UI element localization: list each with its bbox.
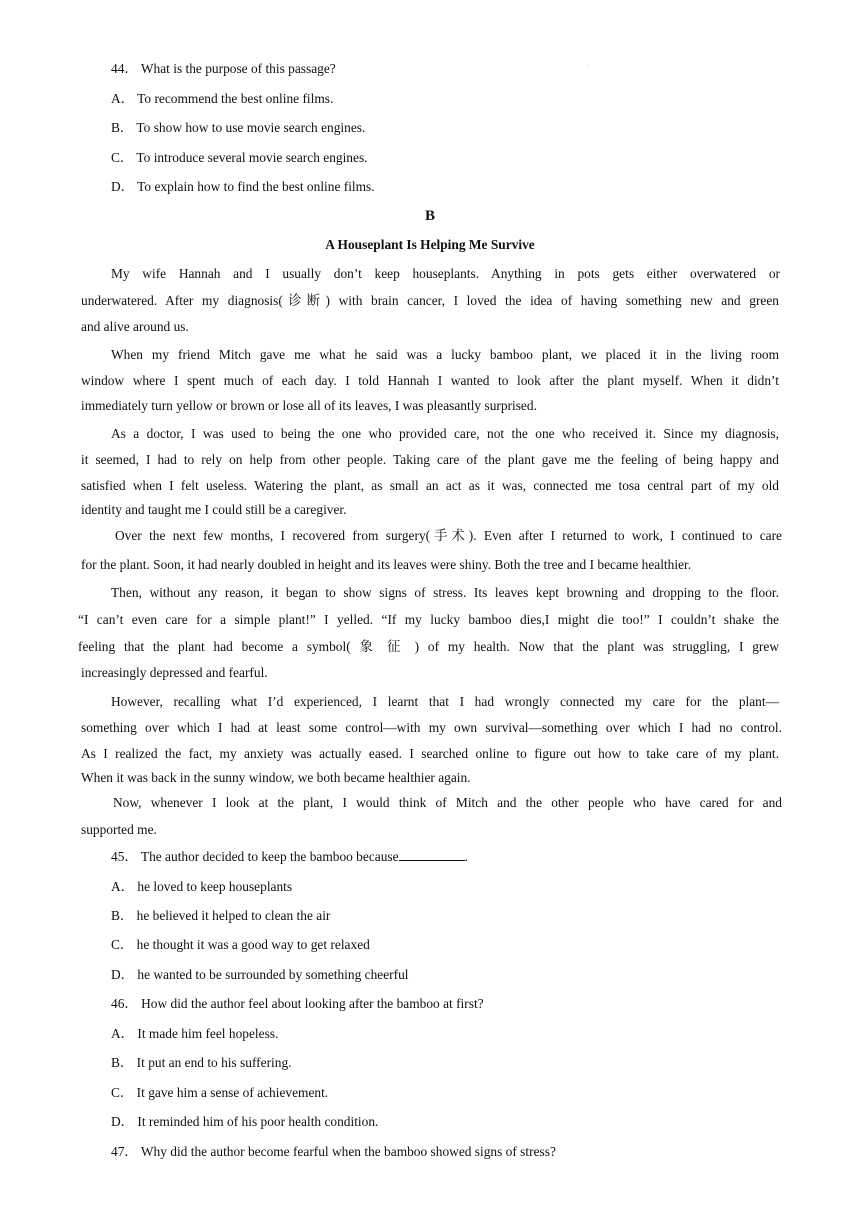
passage-line: Then, without any reason, it began to show signs of stress. Its leaves kept browning and dropping to the floor. — [111, 585, 779, 600]
question-46-option-a: A． It made him feel hopeless. — [111, 1026, 279, 1041]
passage-line: However, recalling what I’d experienced, I learnt that I had wrongly connected my care for the plant— — [111, 694, 779, 709]
passage-line: underwatered. After my diagnosis(诊断) with brain cancer, I loved the idea of having something new and green — [81, 293, 779, 308]
passage-line: When it was back in the sunny window, we both became healthier again. — [81, 770, 471, 785]
question-45-option-d: D． he wanted to be surrounded by something cheerful — [111, 967, 409, 982]
passage-line: As a doctor, I was used to being the one who provided care, not the one who received it. Since my diagnosis, — [111, 426, 779, 441]
question-46-option-c: C． It gave him a sense of achievement. — [111, 1085, 329, 1100]
passage-line: identity and taught me I could still be a caregiver. — [81, 502, 347, 517]
passage-line: something over which I had at least some control—with my own survival—something over which I had no control. — [81, 720, 782, 735]
passage-line: My wife Hannah and I usually don’t keep houseplants. Anything in pots gets either overwatered or — [111, 266, 780, 281]
passage-line: and alive around us. — [81, 319, 189, 334]
question-45-text: 45． The author decided to keep the bamboo because — [111, 849, 399, 864]
passage-line: Now, whenever I look at the plant, I would think of Mitch and the other people who have cared for and — [113, 795, 782, 810]
decorative-dot: · — [586, 63, 588, 69]
question-45-stem — [111, 848, 468, 866]
passage-line: feeling that the plant had become a symbol( 象 征 ) of my health. Now that the plant was struggling, I grew — [78, 639, 779, 654]
passage-line: Over the next few months, I recovered from surgery(手术). Even after I returned to work, I continued to care — [115, 528, 782, 543]
question-46-option-d: D． It reminded him of his poor health condition. — [111, 1114, 379, 1129]
question-47-stem: 47． Why did the author become fearful when the bamboo showed signs of stress? — [111, 1144, 556, 1159]
question-44-stem: 44． What is the purpose of this passage? — [111, 61, 336, 76]
passage-line: immediately turn yellow or brown or lose all of its leaves, I was pleasantly surprised. — [81, 398, 537, 413]
passage-line: for the plant. Soon, it had nearly doubled in height and its leaves were shiny. Both the tree and I became healthier. — [81, 557, 692, 572]
passage-line: window where I spent much of each day. I told Hannah I wanted to look after the plant myself. When it didn’t — [81, 373, 779, 388]
question-44-option-c: C． To introduce several movie search engines. — [111, 150, 368, 165]
section-heading: B — [424, 208, 435, 224]
passage-line: it seemed, I had to rely on help from other people. Taking care of the plant gave me the feeling of being happy and — [81, 452, 779, 467]
question-45-option-a: A． he loved to keep houseplants — [111, 879, 293, 894]
question-46-stem: 46． How did the author feel about looking after the bamboo at first? — [111, 996, 484, 1011]
question-44-option-d: D． To explain how to find the best online films. — [111, 179, 375, 194]
passage-line: When my friend Mitch gave me what he said was a lucky bamboo plant, we placed it in the living room — [111, 347, 779, 362]
passage-line: supported me. — [81, 822, 157, 837]
question-45-option-c: C． he thought it was a good way to get relaxed — [111, 937, 370, 952]
question-44-option-b: B． To show how to use movie search engines. — [111, 120, 366, 135]
passage-line: satisfied when I felt useless. Watering the plant, as small an act as it was, connected me tosa central part of my old — [81, 478, 779, 493]
question-46-option-b: B． It put an end to his suffering. — [111, 1055, 292, 1070]
question-45-period: . — [464, 849, 468, 864]
question-44-option-a: A． To recommend the best online films. — [111, 91, 334, 106]
question-45-option-b: B． he believed it helped to clean the air — [111, 908, 331, 923]
passage-line: As I realized the fact, my anxiety was actually eased. I searched online to figure out how to take care of my plant. — [81, 746, 779, 761]
answer-blank — [399, 848, 465, 861]
passage-line: increasingly depressed and fearful. — [81, 665, 268, 680]
passage-title: A Houseplant Is Helping Me Survive — [325, 237, 535, 252]
passage-line: “I can’t even care for a simple plant!” I yelled. “If my lucky bamboo dies,I might die too!” I couldn’t shake the — [78, 612, 779, 627]
